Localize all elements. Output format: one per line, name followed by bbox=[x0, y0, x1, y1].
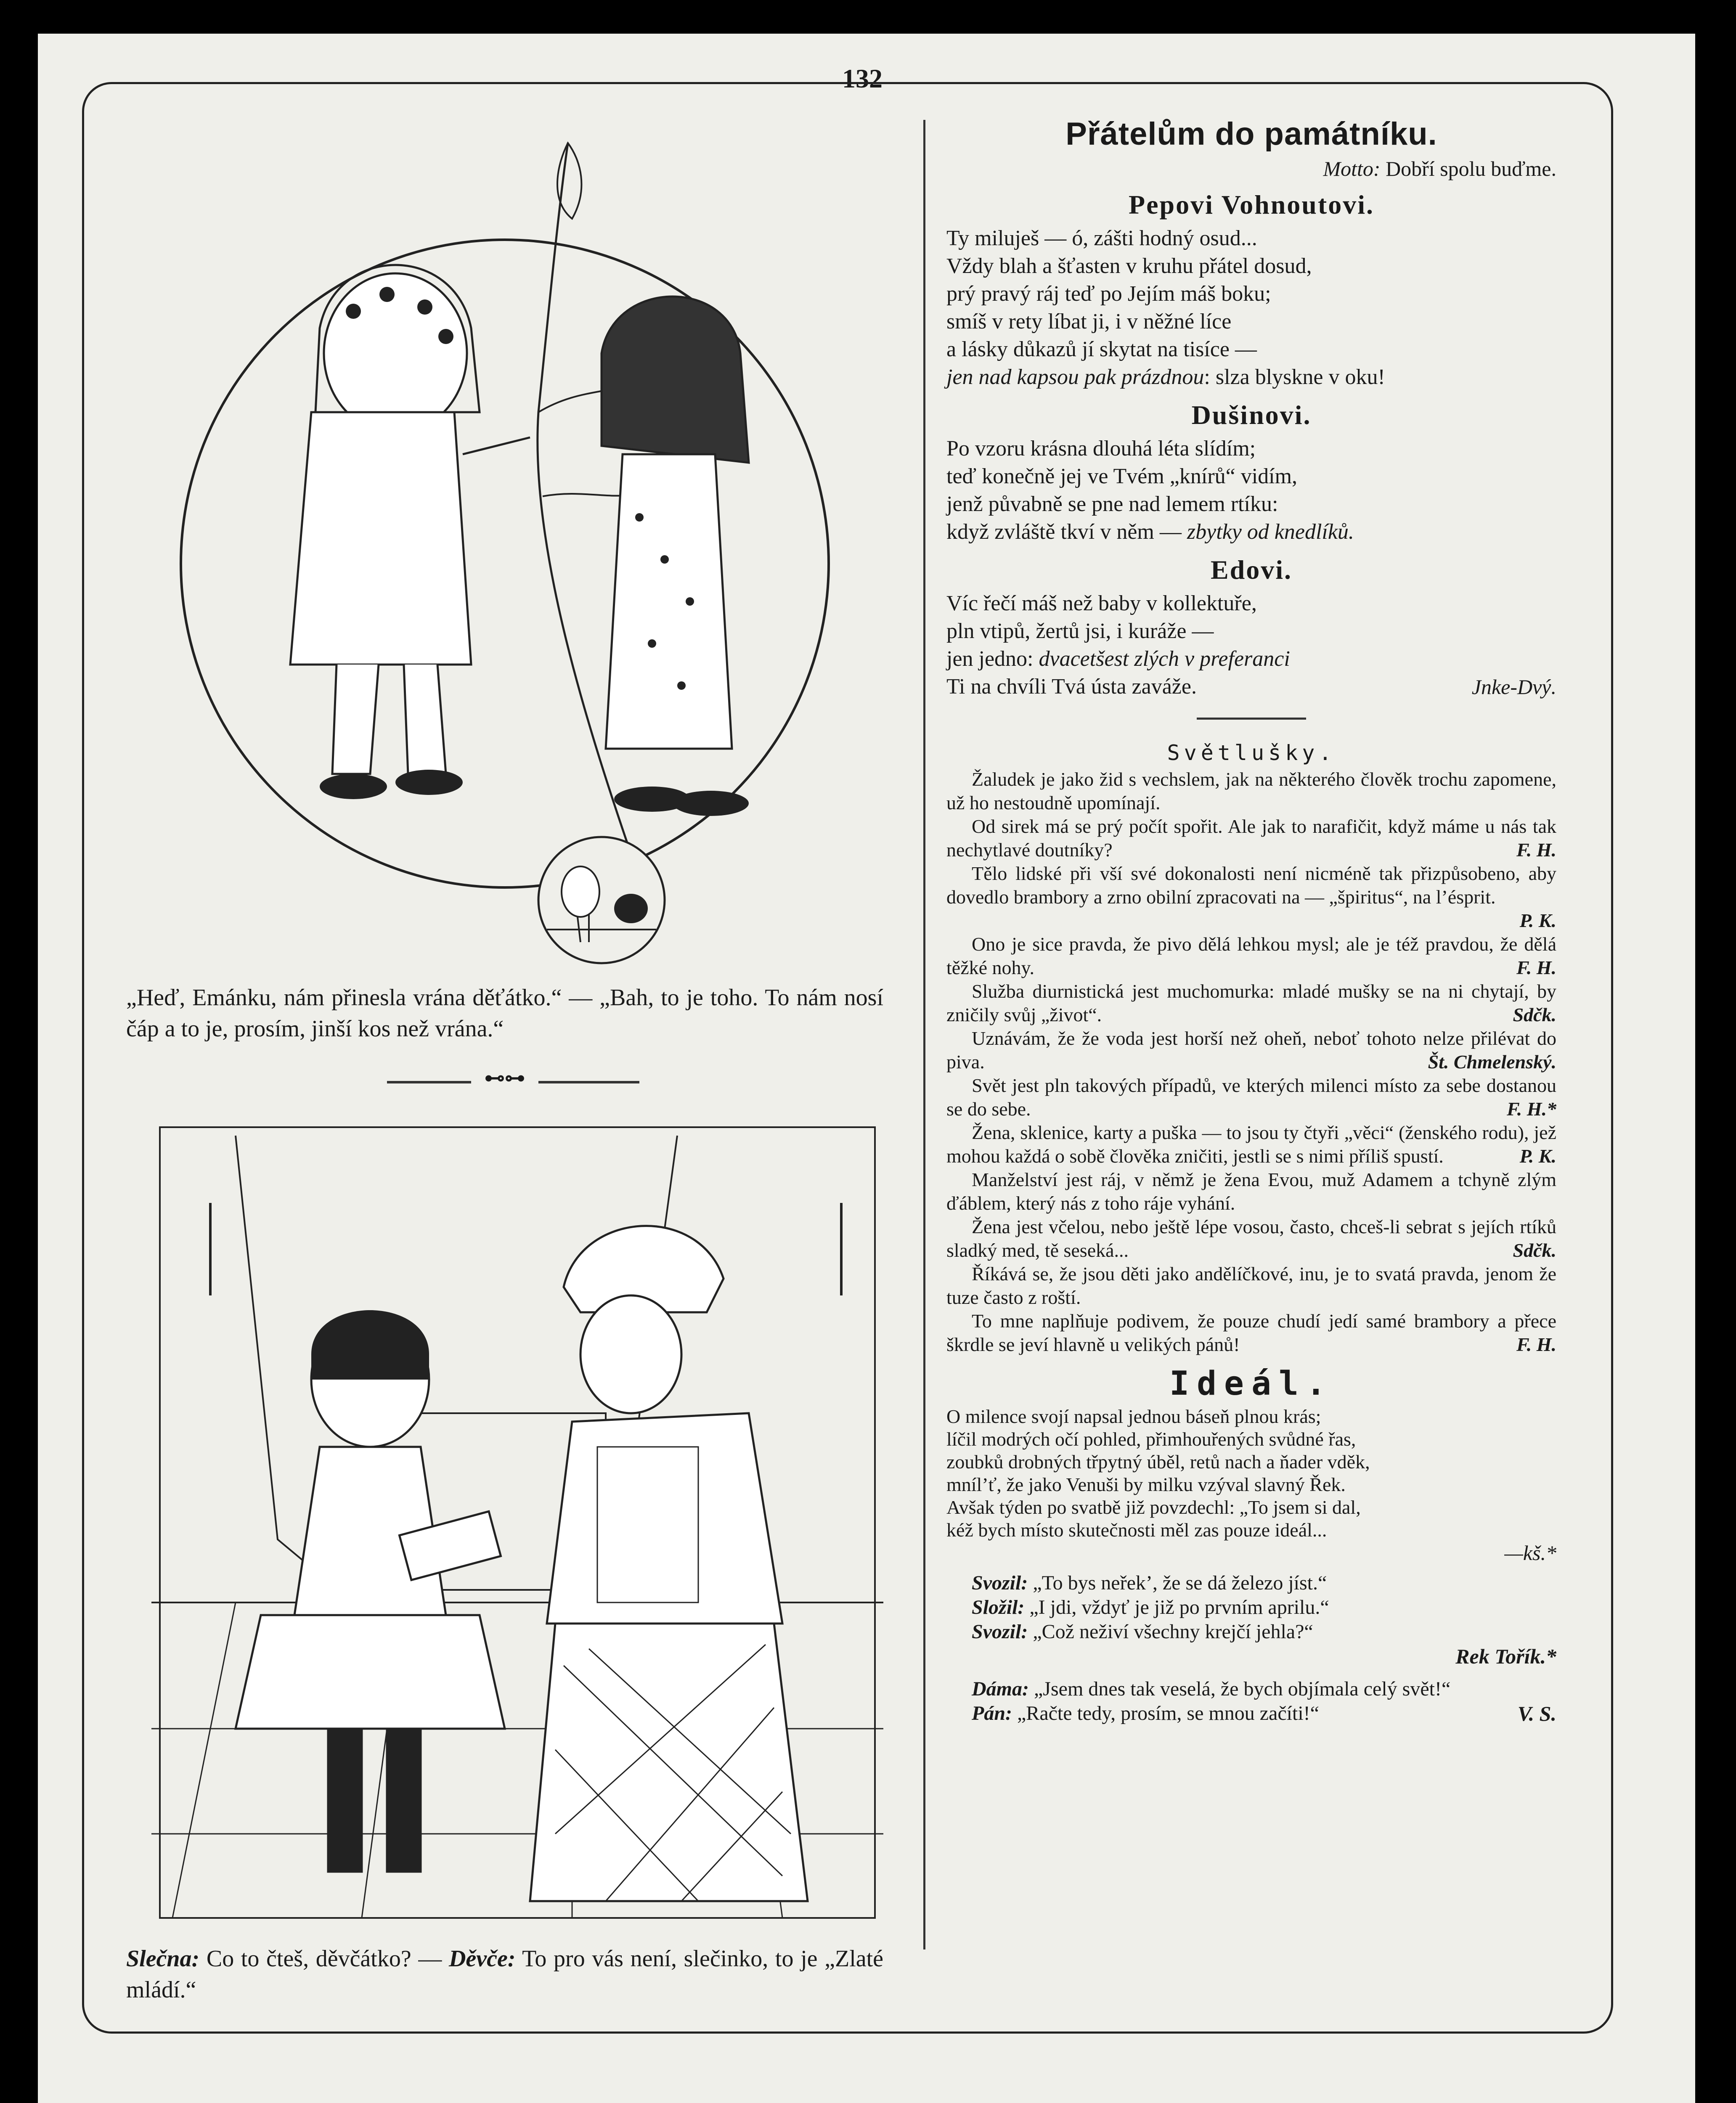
dialog-line bbox=[972, 1677, 1556, 1701]
aphorism-author: P. K. bbox=[1519, 1145, 1556, 1167]
dialog-text: „I jdi, vždyť je již po prvním aprilu.“ bbox=[1029, 1596, 1329, 1618]
aphorism-text: Svět jest pln takových případů, ve kterých milenci místo za sebe dostanou se do sebe. bbox=[946, 1075, 1556, 1120]
verse-line: pln vtipů, žertů jsi, i kuráže — bbox=[946, 619, 1214, 643]
aphorism-text: Ono je sice pravda, že pivo dělá lehkou mysl; ale je též pravdou, že dělá těžké nohy. bbox=[946, 933, 1556, 978]
aphorism-text: Žaludek je jako žid s vechslem, jak na některého člověk trochu zapomene, už ho nestoudně upomínají. bbox=[946, 768, 1556, 813]
heading-dusinovi: Dušinovi. bbox=[1191, 400, 1312, 430]
svetlusky-list bbox=[946, 768, 1556, 1356]
verse-line bbox=[946, 673, 1556, 701]
verse-line: mníl’ť, že jako Venuši by milku vzýval slavný Řek. bbox=[946, 1474, 1346, 1495]
aphorism bbox=[946, 1309, 1556, 1356]
right-column bbox=[946, 116, 1556, 1726]
verse-italic: jen nad kapsou pak prázdnou bbox=[946, 365, 1204, 389]
heading-edovi: Edovi. bbox=[1210, 555, 1293, 585]
aphorism-author: F. H. bbox=[1516, 1334, 1556, 1355]
dialog-text: „To bys neřek’, že se dá železo jíst.“ bbox=[1033, 1572, 1327, 1594]
aphorism-text: Uznávám, že že voda jest horší než oheň, neboť tohoto nelze přilévat do piva. bbox=[946, 1028, 1556, 1073]
aphorism bbox=[946, 980, 1556, 1027]
verse-line: a lásky důkazů jí skytat na tisíce — bbox=[946, 337, 1257, 361]
dialog-svozil bbox=[946, 1571, 1556, 1669]
aphorism-author: Št. Chmelenský. bbox=[1428, 1051, 1556, 1073]
verse-line: Ty miluješ — ó, zášti hodný osud... bbox=[946, 226, 1257, 250]
aphorism-author: P. K. bbox=[1519, 910, 1556, 931]
verse-line: kéž bych místo skutečnosti měl zas pouze ideál... bbox=[946, 1519, 1327, 1541]
aphorism-author: Sdčk. bbox=[1513, 1240, 1556, 1261]
aphorism bbox=[946, 1121, 1556, 1168]
verse-line: Po vzoru krásna dlouhá léta slídím; bbox=[946, 437, 1256, 461]
ornament-center: ⊷⊶ bbox=[485, 1067, 525, 1089]
verse-line: líčil modrých očí pohled, přimhouřených svůdné řas, bbox=[946, 1428, 1356, 1450]
dialog-speaker: Dáma: bbox=[972, 1678, 1029, 1700]
title-pratelum: Přátelům do památníku. bbox=[1065, 116, 1437, 152]
verse-rest: : slza blyskne v oku! bbox=[1204, 365, 1385, 389]
aphorism bbox=[946, 1168, 1556, 1215]
verse-line: jenž půvabně se pne nad lemem rtíku: bbox=[946, 492, 1278, 516]
dialog-line bbox=[972, 1595, 1556, 1620]
aphorism bbox=[946, 932, 1556, 980]
aphorism-author: Sdčk. bbox=[1513, 1004, 1556, 1025]
aphorism-author: F. H. bbox=[1516, 957, 1556, 978]
aphorism-text: Služba diurnistická jest muchomurka: mladé mušky se na ni chytají, by zničily svůj „život“. bbox=[946, 980, 1556, 1025]
dialog-speaker: Složil: bbox=[972, 1596, 1025, 1618]
verse-dusinovi bbox=[946, 435, 1556, 546]
dialog-text: „Jsem dnes tak veselá, že bych objímala celý svět!“ bbox=[1034, 1678, 1451, 1700]
verse-edovi bbox=[946, 590, 1556, 701]
verse-line: Víc řečí máš než baby v kollektuře, bbox=[946, 591, 1257, 615]
verse-line bbox=[946, 645, 1556, 673]
signature-ks: —kš.* bbox=[1504, 1541, 1556, 1565]
aphorism-text: Manželství jest ráj, v němž je žena Evou, muž Adamem a tchyně zlým ďáblem, který nás z toho ráje vyhání. bbox=[946, 1169, 1556, 1214]
speaker-slecna: Slečna: bbox=[126, 1946, 200, 1972]
signature-jnke: Jnke-Dvý. bbox=[1471, 675, 1556, 699]
dialog-line bbox=[972, 1620, 1556, 1644]
verse-line: zoubků drobných třpytný úběl, retů nach a ňader vděk, bbox=[946, 1451, 1370, 1473]
caption-line-1: Co to čteš, děvčátko? — bbox=[206, 1946, 442, 1972]
caption-bottom-illustration bbox=[126, 1943, 883, 2005]
illustration-girl-and-lady bbox=[151, 1119, 883, 1931]
aphorism-text: Žena, sklenice, karty a puška — to jsou ty čtyři „věci“ (ženského rodu), jež mohou každá o sobě člověka zničiti, jestli se s nimi příliš spustí. bbox=[946, 1122, 1556, 1167]
signature-vs: V. S. bbox=[1517, 1702, 1556, 1725]
title-svetlusky: Světlušky. bbox=[1167, 741, 1336, 765]
motto bbox=[946, 156, 1556, 181]
caption-top-illustration: „Heď, Emánku, nám přinesla vrána děťátko.“ — „Bah, to je toho. To nám nosí čáp a to je, prosím, jinší kos než vrána.“ bbox=[126, 985, 883, 1042]
column-divider bbox=[923, 120, 925, 1949]
aphorism bbox=[946, 1262, 1556, 1309]
speaker-devce: Děvče: bbox=[448, 1946, 516, 1972]
aphorism-text: Tělo lidské při vší své dokonalosti není nicméně tak přizpůsobeno, aby dovedlo brambory a zrno obilní zpracovati na — „špiritus“, na l’ésprit. bbox=[946, 863, 1556, 908]
dialog-text: „Račte tedy, prosím, se mnou začíti!“ bbox=[1017, 1702, 1319, 1724]
verse-line: prý pravý ráj teď po Jejím máš boku; bbox=[946, 282, 1271, 306]
ornament-right-rule bbox=[538, 1081, 639, 1083]
aphorism-text: To mne naplňuje podivem, že pouze chudí jedí samé brambory a přece škrdle se jeví hlavně u velikých pánů! bbox=[946, 1310, 1556, 1355]
aphorism-text: Žena jest včelou, nebo ještě lépe vosou, často, chceš-li sebrat s jejích rtíků sladký med, tě seseká... bbox=[946, 1216, 1556, 1261]
aphorism bbox=[946, 768, 1556, 815]
illustration-children-circle bbox=[135, 118, 892, 967]
verse-ideal bbox=[946, 1405, 1556, 1564]
dialog-speaker: Svozil: bbox=[972, 1572, 1028, 1594]
signature-rek-torik: Rek Tořík.* bbox=[1455, 1645, 1556, 1668]
verse-line bbox=[946, 518, 1556, 546]
verse-line: Avšak týden po svatbě již povzdechl: „To jsem si dal, bbox=[946, 1496, 1361, 1518]
verse-line: teď konečně jej ve Tvém „knírů“ vidím, bbox=[946, 464, 1298, 488]
verse-line: O milence svojí napsal jednou báseň plnou krás; bbox=[946, 1406, 1321, 1427]
motto-label: Motto: bbox=[1323, 157, 1381, 180]
dialog-speaker: Svozil: bbox=[972, 1621, 1028, 1643]
verse-plain: když zvláště tkví v něm — bbox=[946, 520, 1182, 544]
aphorism bbox=[946, 1027, 1556, 1074]
motto-text: Dobří spolu buďme. bbox=[1386, 157, 1556, 180]
verse-pepovi bbox=[946, 225, 1556, 391]
dialog-text: „Což neživí všechny krejčí jehla?“ bbox=[1033, 1621, 1313, 1643]
dialog-line bbox=[972, 1571, 1556, 1595]
aphorism-author: F. H. bbox=[1516, 839, 1556, 861]
ornament-left-rule bbox=[387, 1081, 471, 1083]
aphorism bbox=[946, 1074, 1556, 1121]
verse-line bbox=[946, 363, 1556, 391]
verse-plain: Ti na chvíli Tvá ústa zaváže. bbox=[946, 675, 1197, 699]
heading-pepovi: Pepovi Vohnoutovi. bbox=[1129, 190, 1374, 220]
aphorism bbox=[946, 815, 1556, 862]
dialog-dama bbox=[946, 1677, 1556, 1726]
aphorism bbox=[946, 862, 1556, 932]
page-number: 132 bbox=[842, 64, 883, 93]
aphorism-text: Od sirek má se prý počít spořit. Ale jak to narafičit, když máme u nás tak nechytlavé doutníky? bbox=[946, 816, 1556, 861]
aphorism bbox=[946, 1215, 1556, 1262]
verse-italic: dvacetšest zlých v preferanci bbox=[1039, 647, 1290, 671]
verse-italic: zbytky od knedlíků. bbox=[1187, 520, 1354, 544]
dialog-line bbox=[972, 1701, 1556, 1726]
section-divider bbox=[1197, 718, 1306, 720]
aphorism-author: F. H.* bbox=[1506, 1098, 1556, 1120]
caption-line-2: To pro vás není, slečinko, to je „Zlaté mládí.“ bbox=[126, 1946, 884, 2003]
title-ideal: Ideál. bbox=[1169, 1365, 1333, 1403]
aphorism-text: Říkává se, že jsou děti jako andělíčkové, inu, je to svatá pravda, jenom že tuze často z roští. bbox=[946, 1263, 1556, 1308]
verse-line: smíš v rety líbat ji, i v něžné líce bbox=[946, 310, 1232, 334]
verse-line: Vždy blah a šťasten v kruhu přátel dosud, bbox=[946, 254, 1312, 278]
verse-plain: jen jedno: bbox=[946, 647, 1034, 671]
dialog-speaker: Pán: bbox=[972, 1702, 1012, 1724]
